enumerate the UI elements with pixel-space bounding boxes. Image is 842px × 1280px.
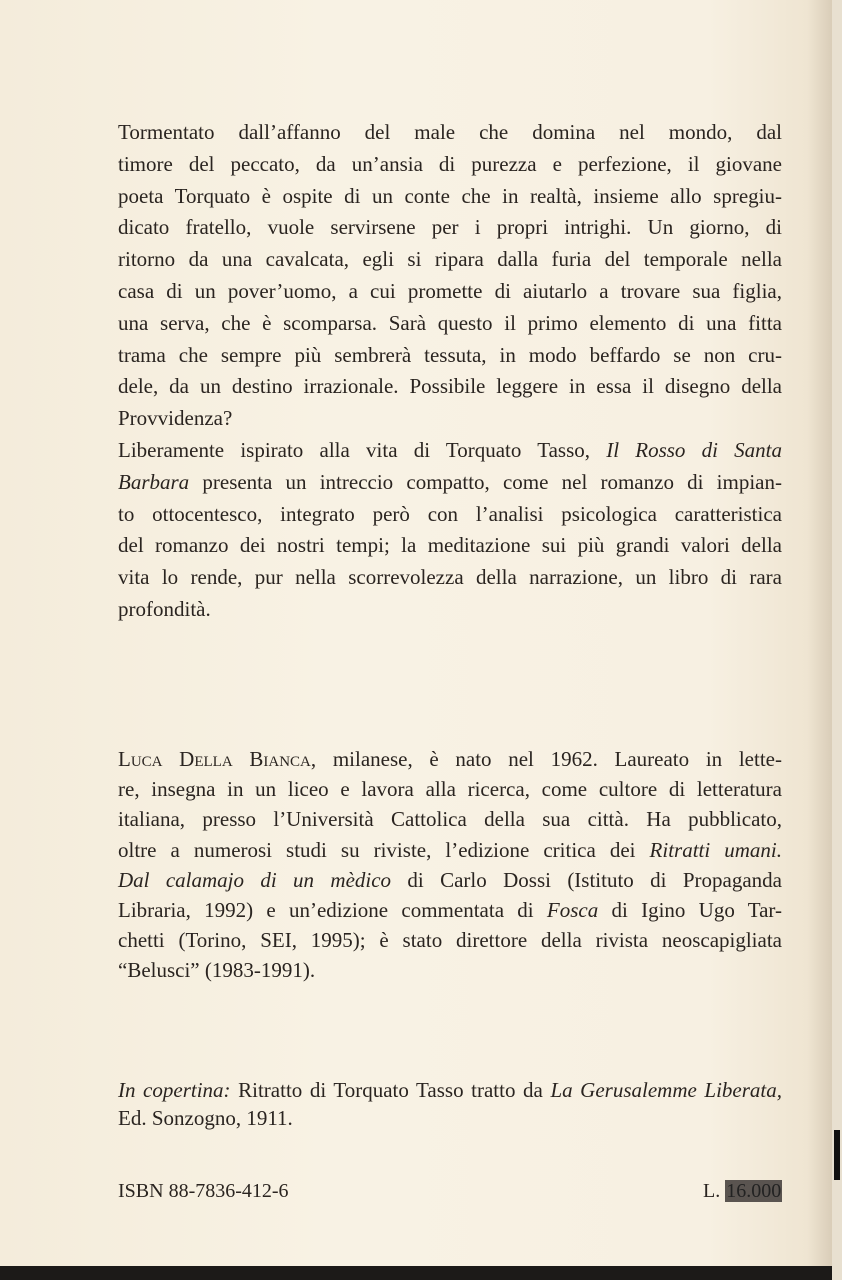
text-segment: “Belusci” (1983-1991). [118,958,316,983]
text-line [118,744,782,774]
italic-text: Ritratti umani. [649,837,782,862]
text-segment: di Carlo Dossi (Istituto di Propaganda [391,867,782,892]
text-line [118,276,782,308]
text-line [118,403,782,435]
author-bio [118,744,782,986]
italic-text: Fosca [546,897,599,922]
text-line [118,181,782,213]
text-line [118,244,782,276]
text-segment: dele, da un destino irrazionale. Possibile leggere in essa il disegno della [118,374,782,399]
text-segment: una serva, che è scomparsa. Sarà questo il primo elemento di una fitta [118,310,782,335]
text-segment: dicato fratello, vuole servirsene per i propri intrighi. Un giorno, di [118,215,782,240]
text-segment: oltre a numerosi studi su riviste, l’edizione critica dei [118,837,650,862]
text-segment: Ritratto di Torquato Tasso tratto da [230,1078,551,1102]
text-line [118,562,782,594]
text-line [118,371,782,403]
italic-text: Dal calamajo di un mèdico [118,867,392,892]
text-line [118,895,782,925]
author-name: Luca Della Bianca [118,747,311,771]
italic-text: Il Rosso di Santa [606,437,783,462]
text-segment: italiana, presso l’Università Cattolica della sua città. Ha pubblicato, [118,807,782,832]
price-amount: 16.000 [726,1180,782,1202]
text-segment: timore del peccato, da un’ansia di purezza e perfezione, il giovane [118,151,782,176]
text-line [118,499,782,531]
text-segment: del romanzo dei nostri tempi; la meditazione sui più grandi valori della [118,533,782,558]
text-line [118,955,782,985]
text-segment: Tormentato dall’affanno del male che domina nel mondo, dal [118,120,782,144]
text-segment: ritorno da una cavalcata, egli si ripara dalla furia del temporale nella [118,247,782,272]
text-segment: di Igino Ugo Tar- [598,897,782,922]
text-line [118,1076,782,1104]
book-edge [832,0,842,1280]
italic-text: La Gerusalemme Liberata, [550,1078,782,1102]
text-segment: chetti (Torino, SEI, 1995); è stato direttore della rivista neoscapigliata [118,928,782,953]
text-line [118,865,782,895]
text-line [118,835,782,865]
text-line [118,804,782,834]
text-segment: Liberamente ispirato alla vita di Torquato Tasso, [118,437,607,462]
blurb-paragraph [118,117,782,435]
price-currency: L. [703,1180,721,1202]
blurb [118,117,782,626]
text-line [118,117,782,149]
blurb-paragraph [118,435,782,626]
text-segment: Provvidenza? [118,406,233,431]
italic-text: Barbara [118,469,190,494]
italic-text: In copertina: [118,1078,231,1102]
cover-credit [118,1076,782,1132]
text-segment: to ottocentesco, integrato però con l’analisi psicologica caratteristica [118,501,782,526]
price [703,1180,782,1203]
text-segment: re, insegna in un liceo e lavora alla ricerca, come cultore di letteratura [118,777,782,802]
text-segment: Ed. Sonzogno, 1911. [118,1106,293,1130]
text-segment: Libraria, 1992) e un’edizione commentata di [118,897,547,922]
text-line [118,925,782,955]
text-segment: vita lo rende, pur nella scorrevolezza della narrazione, un libro di rara [118,565,782,590]
text-segment: casa di un pover’uomo, a cui promette di aiutarlo a trovare sua figlia, [118,278,782,303]
text-line [118,340,782,372]
text-line [118,594,782,626]
text-line [118,212,782,244]
text-line [118,1104,782,1132]
text-segment: , milanese, è nato nel 1962. Laureato in lette- [310,747,782,771]
book-edge-shadow [834,1130,840,1180]
text-segment: profondità. [118,596,211,621]
text-line [118,149,782,181]
text-line [118,435,782,467]
text-line [118,467,782,499]
isbn: ISBN 88-7836-412-6 [118,1180,289,1202]
text-segment: poeta Torquato è ospite di un conte che in realtà, insieme allo spregiu- [118,183,782,208]
text-segment: presenta un intreccio compatto, come nel romanzo di impian- [189,469,782,494]
text-segment: trama che sempre più sembrerà tessuta, in modo beffardo se non cru- [118,342,782,367]
text-line [118,530,782,562]
text-line [118,774,782,804]
text-line [118,308,782,340]
